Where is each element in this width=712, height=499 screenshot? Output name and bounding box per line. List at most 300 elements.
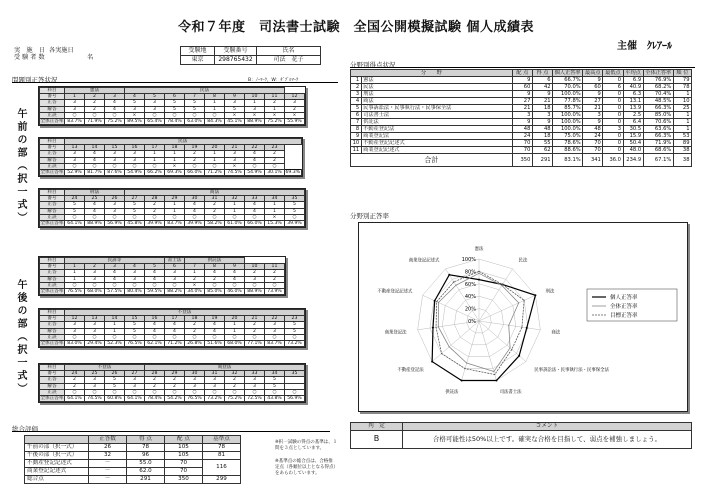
- total-label: 商業登記記述式: [25, 468, 89, 476]
- field-value: 0: [603, 77, 623, 84]
- rate-cell: 54.2%: [164, 396, 184, 402]
- correct-answer-cell: 4: [224, 270, 244, 276]
- user-answer-cell: 4: [104, 276, 124, 282]
- result-cell: ○: [184, 214, 204, 220]
- number-cell: 4: [124, 264, 144, 270]
- field-value: 100.0%: [553, 126, 583, 133]
- correct-answer-cell: 5: [284, 322, 304, 328]
- user-answer-cell: 3: [124, 276, 144, 282]
- question-grid: [39, 364, 305, 402]
- field-value: 70: [583, 140, 603, 147]
- correct-answer-cell: 2: [264, 270, 284, 276]
- result-cell: ○: [164, 214, 184, 220]
- rate-cell: 83.7%: [264, 341, 284, 347]
- field-name: 司法書士法: [361, 112, 512, 119]
- rate-cell: 30.1%: [264, 170, 284, 176]
- result-cell: ○: [244, 389, 264, 395]
- radar-chart: [359, 223, 689, 413]
- total-header: [25, 436, 89, 444]
- field-value: 62: [532, 147, 552, 154]
- field-value: 3: [532, 112, 552, 119]
- rate-cell: 73.2%: [284, 341, 304, 347]
- correct-answer-cell: 1: [104, 322, 124, 328]
- total-value: 116: [203, 460, 241, 476]
- am-block: [38, 86, 306, 126]
- number-cell: 35: [284, 371, 304, 377]
- number-cell: 2: [84, 264, 104, 270]
- correct-answer-cell: 5: [264, 377, 284, 383]
- field-value: 3: [351, 91, 362, 98]
- rate-cell: 84.3%: [204, 119, 224, 125]
- correct-answer-cell: 1: [224, 322, 244, 328]
- user-answer-cell: 3: [204, 383, 224, 389]
- field-row: [351, 112, 692, 119]
- rate-cell: 45.8%: [124, 221, 144, 227]
- correct-answer-cell: 4: [104, 270, 124, 276]
- field-value: 6: [603, 84, 623, 91]
- number-cell: 23: [284, 316, 304, 322]
- field-value: 68.2%: [643, 84, 673, 91]
- number-cell: 28: [144, 196, 164, 202]
- total-header: 得 点: [127, 436, 165, 444]
- field-total-value: 291: [532, 154, 552, 167]
- field-value: 48: [532, 126, 552, 133]
- field-value: 10: [351, 140, 362, 147]
- correct-answer-cell: 3: [184, 377, 204, 383]
- number-cell: 23: [264, 145, 284, 151]
- rate-cell: 57.5%: [104, 289, 124, 295]
- correct-answer-cell: 4: [244, 151, 264, 157]
- field-value: 68.6%: [643, 147, 673, 154]
- user-answer-cell: 2: [264, 276, 284, 282]
- field-value: 21: [532, 98, 552, 105]
- radar-point: [495, 379, 497, 381]
- result-cell: ○: [104, 163, 124, 169]
- result-cell: ○: [244, 334, 264, 340]
- correct-answer-cell: 3: [64, 151, 84, 157]
- row-label: 番号: [40, 196, 65, 202]
- field-value: 70.6%: [643, 119, 673, 126]
- result-cell: ×: [264, 112, 284, 118]
- user-answer-cell: 3: [104, 157, 124, 163]
- rate-cell: 88.9%: [244, 119, 264, 125]
- user-answer-cell: 3: [84, 328, 104, 334]
- number-cell: 34: [264, 371, 284, 377]
- place-header: 受験地: [181, 47, 215, 56]
- number-cell: 19: [184, 145, 204, 151]
- field-value: 6: [532, 77, 552, 84]
- field-value: 70: [583, 147, 603, 154]
- rate-cell: 43.8%: [264, 396, 284, 402]
- question-grid: [39, 257, 285, 295]
- user-answer-cell: 2: [264, 157, 284, 163]
- row-label: 全体正答率: [40, 119, 64, 125]
- rate-cell: 56.9%: [104, 221, 124, 227]
- radar-point: [478, 271, 479, 272]
- field-name: 民事訴訟法・民事執行法・民事保全法: [361, 105, 512, 112]
- eval-header: 判 定: [351, 423, 403, 431]
- number-cell: 20: [224, 316, 244, 322]
- result-cell: ○: [64, 389, 84, 395]
- row-label: 番号: [40, 264, 65, 270]
- number-cell: 5: [144, 94, 164, 100]
- row-label: 全体正答率: [40, 221, 64, 227]
- name-header: 氏名: [257, 47, 321, 56]
- field-header: 個人正答率: [553, 70, 583, 77]
- user-answer-cell: 5: [64, 208, 84, 214]
- row-label: 番号: [40, 316, 65, 322]
- number-cell: 16: [144, 316, 164, 322]
- pm-side-label: 午後の部（択一式）: [15, 279, 26, 396]
- field-value: 7: [351, 119, 362, 126]
- rate-cell: 81.7%: [84, 170, 104, 176]
- field-value: 6.4: [623, 119, 643, 126]
- field-value: 42: [532, 84, 552, 91]
- user-answer-cell: 2: [184, 276, 204, 282]
- correct-answer-cell: 4: [144, 322, 164, 328]
- rate-cell: 64.1%: [124, 396, 144, 402]
- field-name: 不動産登記記述式: [361, 140, 512, 147]
- row-label: 正誤: [40, 112, 65, 118]
- user-answer-cell: 4: [244, 157, 264, 163]
- user-answer-cell: 4: [84, 208, 104, 214]
- rate-cell: 83.7%: [64, 119, 84, 125]
- radar-point: [521, 327, 522, 328]
- result-cell: ○: [164, 334, 184, 340]
- field-value: 6: [351, 112, 362, 119]
- field-value: 1: [673, 91, 691, 98]
- row-label: 正誤: [40, 334, 65, 340]
- exam-count-value: 名: [86, 54, 94, 61]
- result-cell: ○: [204, 334, 224, 340]
- field-value: 70: [512, 140, 532, 147]
- place-value: 東京: [181, 56, 215, 65]
- rate-cell: 68.0%: [224, 341, 244, 347]
- result-cell: ○: [184, 163, 204, 169]
- rate-row: [40, 396, 305, 402]
- date-value: 各実施日: [48, 47, 74, 54]
- field-value: 60: [583, 84, 603, 91]
- field-value: 70.4%: [643, 91, 673, 98]
- total-notes: [275, 440, 345, 477]
- field-value: 48: [583, 126, 603, 133]
- field-total-row: [351, 154, 692, 167]
- result-cell: ○: [64, 214, 84, 220]
- number-cell: 11: [264, 94, 284, 100]
- result-cell: ○: [124, 163, 144, 169]
- rate-cell: 69.3%: [285, 170, 301, 176]
- field-header: 平均点: [623, 70, 643, 77]
- result-cell: ○: [284, 214, 304, 220]
- correct-answer-cell: 2: [144, 377, 164, 383]
- field-header-row: [351, 70, 692, 77]
- number-cell: 29: [164, 371, 184, 377]
- row-label: 正答: [40, 322, 65, 328]
- subject-name: 供託法: [184, 258, 244, 264]
- radar-point: [478, 279, 480, 281]
- field-value: 25: [673, 105, 691, 112]
- result-cell: ○: [84, 214, 104, 220]
- number-cell: 1: [64, 94, 84, 100]
- total-value: －: [89, 468, 127, 476]
- user-answer-cell: 2: [204, 208, 224, 214]
- correct-answer-cell: 2: [244, 270, 264, 276]
- field-total-value: 341: [583, 154, 603, 167]
- result-cell: ○: [124, 214, 144, 220]
- number-cell: 18: [164, 145, 184, 151]
- number-cell: 13: [84, 316, 104, 322]
- rate-row: [40, 221, 305, 227]
- radar-category-label: 刑法: [545, 289, 555, 295]
- number-cell: 24: [64, 371, 84, 377]
- rate-cell: 60.8%: [104, 396, 124, 402]
- field-section-rule: [350, 67, 695, 68]
- total-header: 配 点: [165, 436, 203, 444]
- total-value: －: [89, 460, 127, 468]
- field-total-value: 38: [673, 154, 691, 167]
- result-cell: ○: [264, 334, 284, 340]
- user-answer-cell: 5: [224, 106, 244, 112]
- correct-answer-cell: 3: [164, 270, 184, 276]
- number-cell: 6: [164, 264, 184, 270]
- field-value: 100.0%: [553, 112, 583, 119]
- correct-answer-cell: 2: [244, 322, 264, 328]
- field-value: 15.9: [623, 133, 643, 140]
- correct-answer-cell: 3: [244, 377, 264, 383]
- user-answer-cell: 4: [184, 208, 204, 214]
- user-answer-cell: 4: [164, 328, 184, 334]
- radar-point: [466, 362, 467, 363]
- rate-cell: 88.9%: [244, 289, 264, 295]
- radar-point: [526, 327, 528, 329]
- field-value: 76.9%: [643, 77, 673, 84]
- total-value: 96: [127, 452, 165, 460]
- field-header: 順 位: [673, 70, 691, 77]
- user-answer-cell: 1: [264, 208, 284, 214]
- field-value: 40.9: [623, 84, 643, 91]
- user-answer-cell: 2: [64, 383, 84, 389]
- result-cell: ○: [164, 282, 184, 288]
- row-label: 解答: [40, 276, 65, 282]
- rate-cell: 74.5%: [84, 396, 104, 402]
- field-value: 0: [603, 140, 623, 147]
- field-value: 100.0%: [553, 91, 583, 98]
- rate-cell: 26.8%: [184, 341, 204, 347]
- user-answer-cell: 2: [224, 383, 244, 389]
- field-value: 1: [673, 126, 691, 133]
- field-value: 78: [673, 84, 691, 91]
- correct-answer-cell: 2: [184, 151, 204, 157]
- radar-spoke: [462, 321, 479, 380]
- field-value: 48.0: [623, 147, 643, 154]
- result-cell: ×: [164, 163, 184, 169]
- correct-answer-cell: 3: [204, 377, 224, 383]
- exam-count-label: 受 験 者 数: [14, 54, 45, 61]
- field-name: 民法: [361, 84, 512, 91]
- number-cell: 32: [224, 371, 244, 377]
- result-cell: ○: [164, 112, 184, 118]
- sponsor-label: 主催 ｸﾚｱｰﾙ: [617, 41, 672, 52]
- correct-answer-cell: 2: [164, 377, 184, 383]
- total-value: 81: [203, 452, 241, 460]
- field-value: 18: [532, 133, 552, 140]
- number-cell: 25: [84, 371, 104, 377]
- radar-category-label: 民事訴訟法・民事執行法・民事保全法: [534, 367, 609, 373]
- radar-point: [508, 325, 509, 326]
- radar-tick-label: 100%: [461, 257, 476, 263]
- legend-label: 個人正答率: [610, 295, 638, 301]
- number-cell: 30: [184, 371, 204, 377]
- radar-category-label: 商法: [551, 330, 561, 336]
- number-cell: 15: [104, 145, 124, 151]
- subject-name: 商法: [124, 190, 304, 196]
- user-answer-cell: 3: [84, 383, 104, 389]
- radar-frame: [358, 222, 688, 412]
- rate-cell: 62.1%: [144, 341, 164, 347]
- correct-answer-cell: 2: [84, 100, 104, 106]
- user-answer-cell: 2: [204, 276, 224, 282]
- radar-point: [436, 301, 437, 302]
- result-cell: ○: [224, 389, 244, 395]
- user-answer-cell: 3: [224, 157, 244, 163]
- radar-point: [455, 285, 456, 286]
- correct-answer-cell: 4: [204, 322, 224, 328]
- result-cell: ○: [84, 334, 104, 340]
- number-cell: 25: [84, 196, 104, 202]
- result-cell: ○: [184, 112, 204, 118]
- total-value: －: [89, 476, 127, 484]
- number-cell: 19: [204, 316, 224, 322]
- correct-answer-cell: 3: [104, 151, 124, 157]
- user-answer-cell: 5: [164, 106, 184, 112]
- field-value: 0: [603, 119, 623, 126]
- number-cell: 1: [64, 264, 84, 270]
- total-value: 70: [165, 460, 203, 468]
- field-value: 9: [532, 119, 552, 126]
- total-label: 午後の部（択一式）: [25, 452, 89, 460]
- field-value: 30.5: [623, 126, 643, 133]
- field-name: 不動産登記法: [361, 126, 512, 133]
- user-answer-cell: 2: [284, 106, 304, 112]
- number-cell: 12: [284, 94, 304, 100]
- legend-label: 全体正答率: [610, 304, 638, 310]
- number-cell: 27: [124, 371, 144, 377]
- user-answer-cell: 2: [84, 106, 104, 112]
- number-cell: 8: [204, 94, 224, 100]
- number-cell: 3: [104, 94, 124, 100]
- question-grid: [39, 138, 302, 176]
- user-answer-cell: 3: [184, 383, 204, 389]
- result-cell: ○: [224, 214, 244, 220]
- number-cell: 21: [224, 145, 244, 151]
- field-value: 66.7%: [553, 77, 583, 84]
- user-answer-cell: 3: [124, 157, 144, 163]
- user-answer-cell: 3: [64, 328, 84, 334]
- user-answer-cell: 3: [124, 383, 144, 389]
- field-value: 71.9%: [643, 140, 673, 147]
- number-cell: 24: [64, 196, 84, 202]
- radar-point: [431, 361, 433, 363]
- field-header: 全体正答率: [643, 70, 673, 77]
- radar-point: [448, 274, 450, 276]
- radar-series-0: [432, 275, 535, 381]
- radar-point: [524, 300, 525, 301]
- field-value: 85.0%: [643, 112, 673, 119]
- number-cell: 33: [244, 196, 264, 202]
- number-cell: 15: [124, 316, 144, 322]
- result-cell: ○: [64, 282, 84, 288]
- page-title: 令和７年度 司法書士試験 全国公開模擬試験 個人成績表: [177, 20, 535, 35]
- field-value: 1: [351, 77, 362, 84]
- row-label: 正答: [40, 100, 65, 106]
- result-cell: ○: [144, 163, 164, 169]
- result-cell: ○: [264, 282, 284, 288]
- correct-answer-cell: 2: [204, 202, 224, 208]
- radar-point: [453, 281, 454, 282]
- total-section-rule: [12, 431, 330, 432]
- rate-cell: 71.2%: [164, 341, 184, 347]
- radar-tick-label: 20%: [464, 306, 476, 313]
- field-row: [351, 91, 692, 98]
- subject-name: 不登法: [64, 310, 304, 316]
- correct-answer-cell: 5: [64, 202, 84, 208]
- correct-answer-cell: 4: [84, 151, 104, 157]
- row-label: 科目: [40, 190, 65, 196]
- correct-answer-cell: 4: [164, 322, 184, 328]
- rate-row: [40, 341, 305, 347]
- field-value: 18: [532, 105, 552, 112]
- user-answer-cell: 3: [84, 276, 104, 282]
- rate-cell: 87.6%: [104, 170, 124, 176]
- field-value: 100.0%: [553, 119, 583, 126]
- user-answer-cell: 1: [264, 106, 284, 112]
- result-cell: ○: [104, 334, 124, 340]
- radar-point: [432, 327, 434, 329]
- correct-answer-cell: 1: [264, 202, 284, 208]
- number-cell: 12: [64, 316, 84, 322]
- radar-point: [441, 353, 442, 354]
- rate-row: [40, 119, 305, 125]
- user-answer-cell: 3: [164, 276, 184, 282]
- subject-name: 商登法: [144, 365, 304, 371]
- pm-block: [38, 363, 306, 403]
- row-label: 全体正答率: [40, 396, 64, 402]
- user-answer-cell: 2: [164, 383, 184, 389]
- radar-point: [461, 379, 463, 381]
- total-value: 299: [203, 476, 241, 484]
- rate-cell: 34.0%: [184, 289, 204, 295]
- correct-answer-cell: 5: [184, 100, 204, 106]
- user-answer-cell: 3: [64, 157, 84, 163]
- total-value: 55.0: [127, 460, 165, 468]
- number-cell: 31: [204, 371, 224, 377]
- rate-cell: 54.9%: [244, 170, 264, 176]
- field-value: 21: [583, 105, 603, 112]
- number-cell: 27: [124, 196, 144, 202]
- field-value: 48: [512, 126, 532, 133]
- subject-name: 民訴等: [64, 258, 164, 264]
- field-header: 分 野: [351, 70, 513, 77]
- result-cell: ○: [204, 389, 224, 395]
- number-cell: 2: [84, 94, 104, 100]
- user-answer-cell: 1: [204, 106, 224, 112]
- field-value: 75.0%: [553, 133, 583, 140]
- rate-cell: 83.0%: [64, 341, 84, 347]
- field-row: [351, 84, 692, 91]
- correct-answer-cell: 1: [64, 270, 84, 276]
- result-cell: ○: [204, 112, 224, 118]
- row-label: 正答: [40, 151, 65, 157]
